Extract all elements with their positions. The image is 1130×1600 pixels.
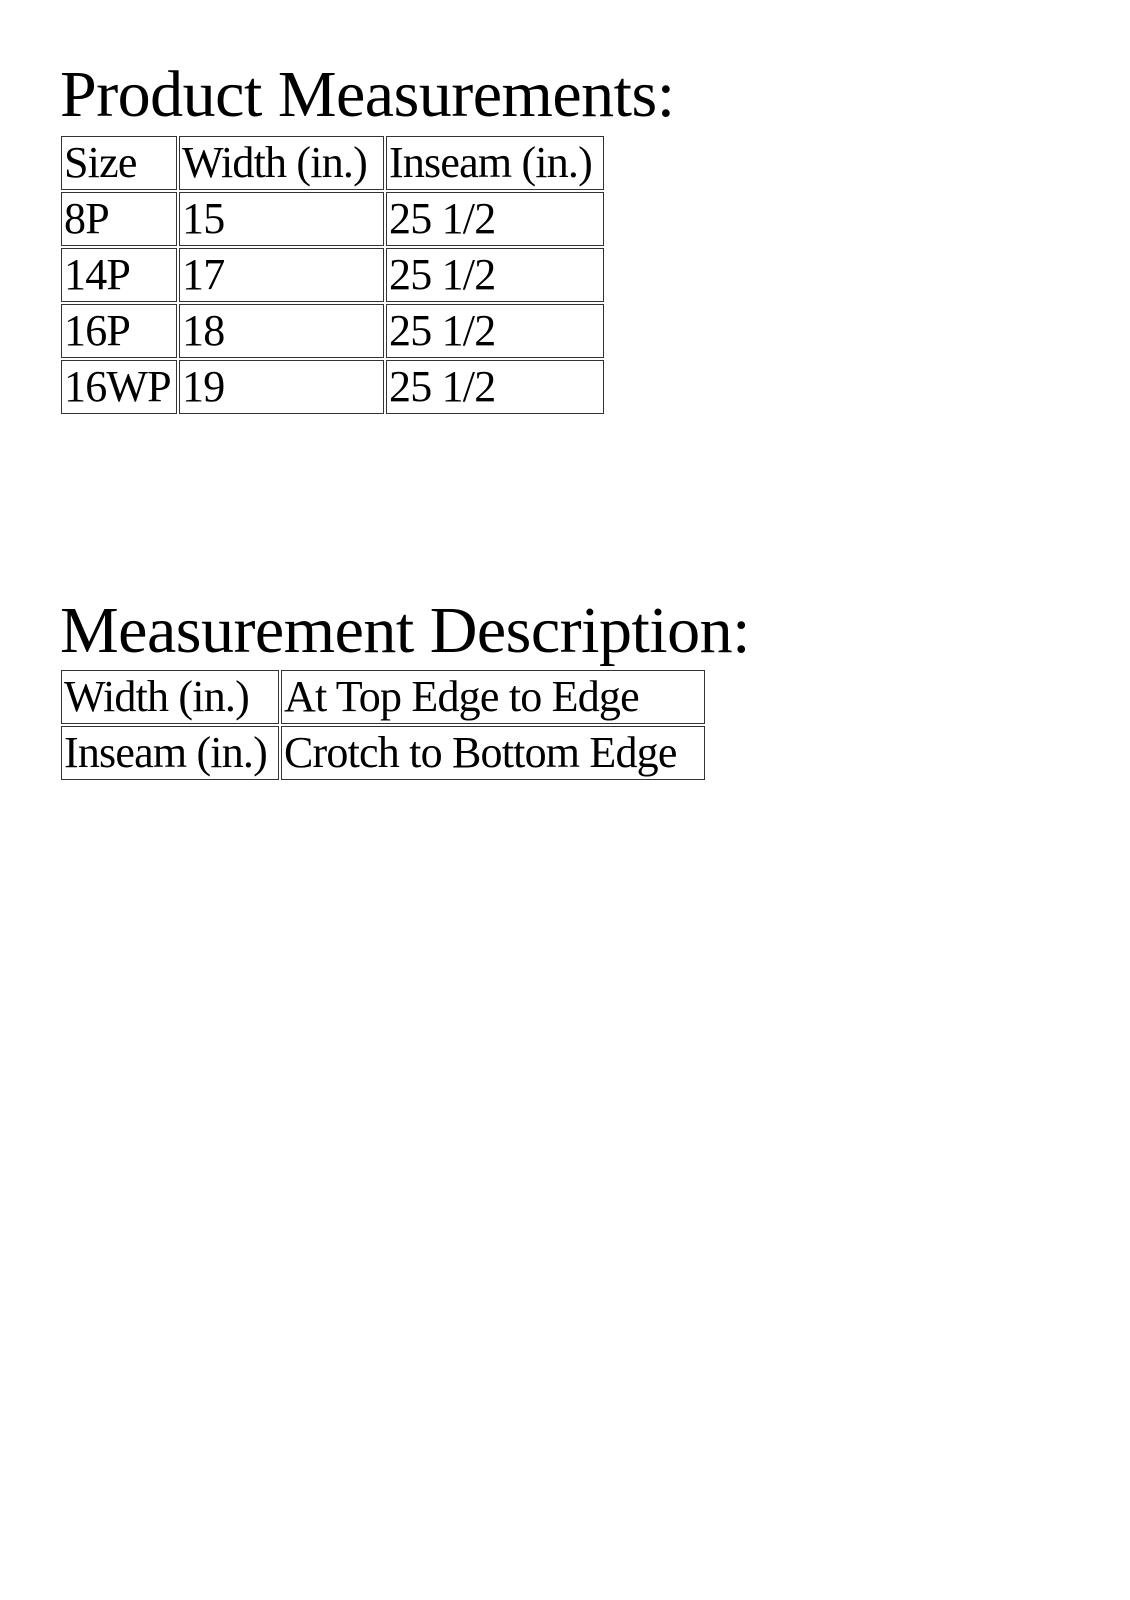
table-row: [61, 304, 604, 358]
table-row: [61, 248, 604, 302]
width-cell: 18: [179, 304, 384, 358]
measurement-description-cell: At Top Edge to Edge: [281, 670, 705, 724]
table-row: [61, 192, 604, 246]
measurement-name-cell: Width (in.): [61, 670, 279, 724]
inseam-cell: 25 1/2: [386, 304, 604, 358]
width-cell: 19: [179, 360, 384, 414]
table-row: [61, 726, 705, 780]
inseam-cell: 25 1/2: [386, 360, 604, 414]
size-cell: 14P: [61, 248, 177, 302]
measurement-description-title: Measurement Description:: [60, 594, 750, 667]
size-cell: 16P: [61, 304, 177, 358]
inseam-cell: 25 1/2: [386, 192, 604, 246]
table-row: [61, 360, 604, 414]
column-header-inseam: Inseam (in.): [386, 136, 604, 190]
inseam-cell: 25 1/2: [386, 248, 604, 302]
width-cell: 17: [179, 248, 384, 302]
measurement-name-cell: Inseam (in.): [61, 726, 279, 780]
table-header-row: [61, 136, 604, 190]
description-table: [58, 667, 708, 783]
measurement-description-cell: Crotch to Bottom Edge: [281, 726, 705, 780]
width-cell: 15: [179, 192, 384, 246]
product-measurements-title: Product Measurements:: [60, 58, 675, 131]
size-cell: 16WP: [61, 360, 177, 414]
table-row: [61, 670, 705, 724]
measurements-table: [58, 133, 607, 417]
column-header-size: Size: [61, 136, 177, 190]
column-header-width: Width (in.): [179, 136, 384, 190]
size-cell: 8P: [61, 192, 177, 246]
